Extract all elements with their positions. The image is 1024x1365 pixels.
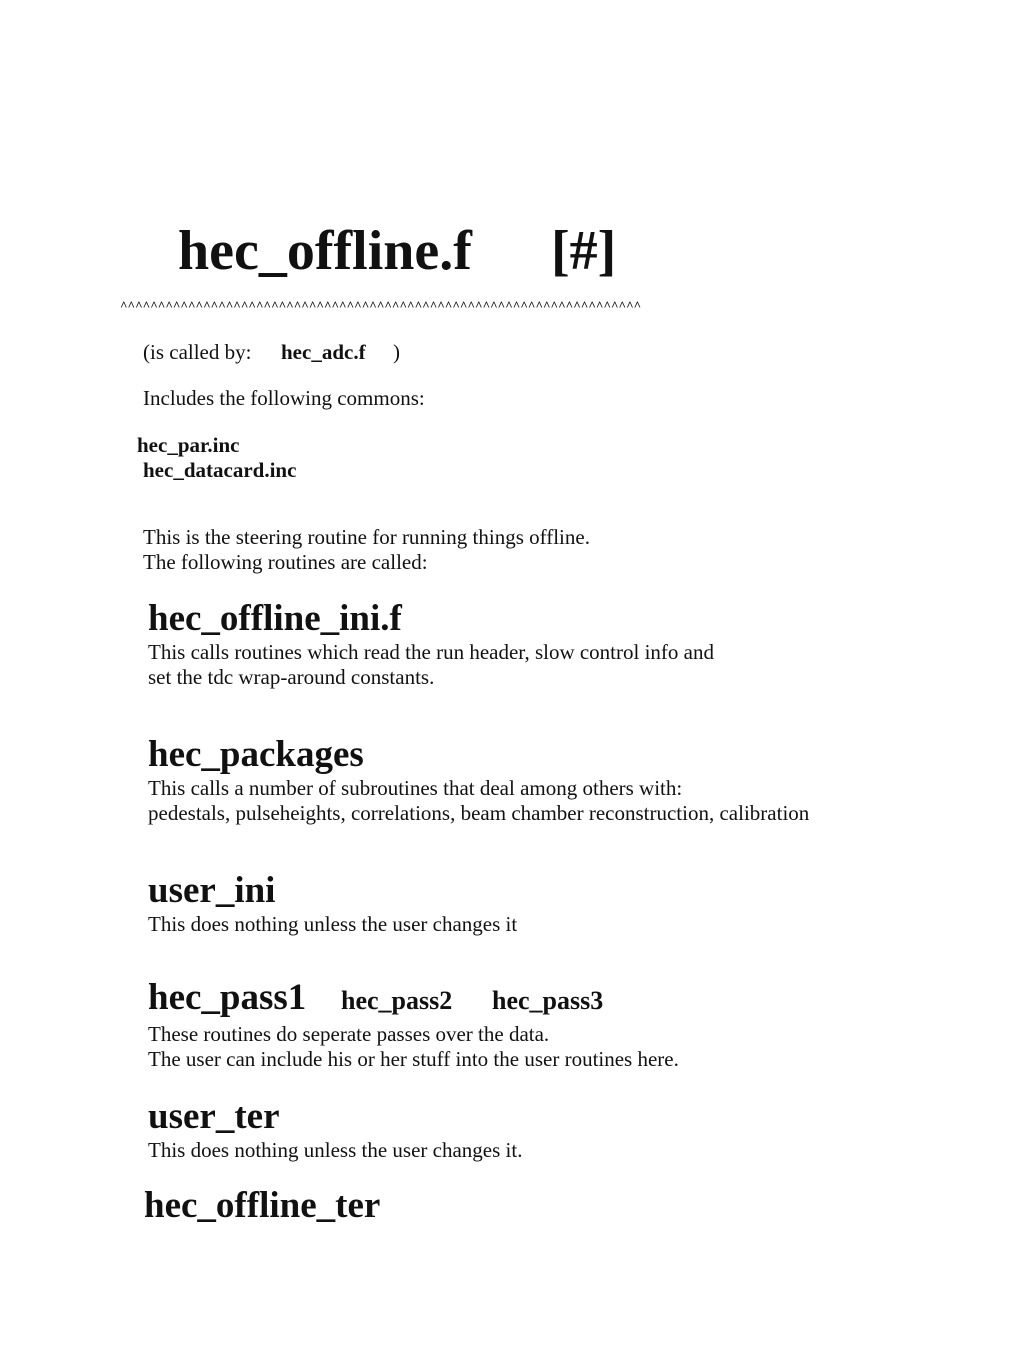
- title-underline: ^^^^^^^^^^^^^^^^^^^^^^^^^^^^^^^^^^^^^^^^^^^^^^^^^^^^^^^^^^^^^^^^^^^^^: [120, 298, 642, 313]
- routine-description-line: pedestals, pulseheights, correlations, beam chamber reconstruction, calibration: [148, 801, 810, 825]
- routine-link-hec-pass3[interactable]: hec_pass3: [492, 986, 604, 1015]
- called-by-suffix: ): [393, 340, 400, 364]
- routine-description-line: This does nothing unless the user changes it.: [148, 1138, 523, 1162]
- include-link-hec-datacard[interactable]: hec_datacard.inc: [143, 458, 297, 482]
- routine-description-line: set the tdc wrap-around constants.: [148, 665, 435, 689]
- include-link-hec-par[interactable]: hec_par.inc: [137, 433, 240, 457]
- routine-link-hec-offline-ini[interactable]: hec_offline_ini.f: [148, 598, 402, 639]
- called-by-prefix: (is called by:: [143, 340, 252, 364]
- routine-description-line: These routines do seperate passes over the data.: [148, 1022, 550, 1046]
- routine-link-hec-offline-ter[interactable]: hec_offline_ter: [144, 1185, 381, 1226]
- includes-label: Includes the following commons:: [143, 386, 425, 410]
- routine-link-hec-pass1[interactable]: hec_pass1: [148, 977, 307, 1018]
- intro-line-1: This is the steering routine for running things offline.: [143, 525, 590, 549]
- routine-link-hec-packages[interactable]: hec_packages: [148, 734, 364, 775]
- routine-description-line: The user can include his or her stuff into the user routines here.: [148, 1047, 679, 1071]
- intro-line-2: The following routines are called:: [143, 550, 428, 574]
- routine-description-line: This calls routines which read the run header, slow control info and: [148, 640, 714, 664]
- caller-link[interactable]: hec_adc.f: [281, 340, 366, 364]
- routine-description-line: This calls a number of subroutines that deal among others with:: [148, 776, 683, 800]
- routine-link-user-ini[interactable]: user_ini: [148, 870, 276, 911]
- routine-description-line: This does nothing unless the user changes it: [148, 912, 518, 936]
- routine-link-user-ter[interactable]: user_ter: [148, 1096, 280, 1137]
- page-title: hec_offline.f: [178, 220, 472, 282]
- anchor-link[interactable]: [#]: [551, 220, 617, 282]
- routine-link-hec-pass2[interactable]: hec_pass2: [341, 986, 453, 1015]
